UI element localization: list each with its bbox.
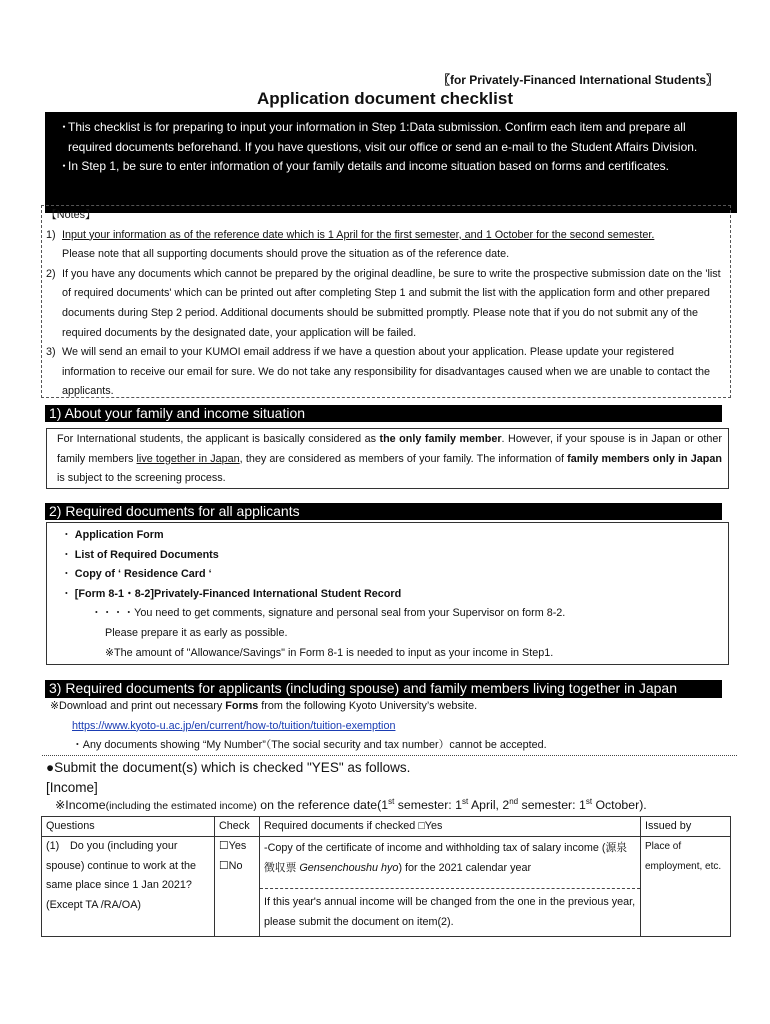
intro-line-2: In Step 1, be sure to enter information of your family details and income situation based on forms and certificates. <box>68 159 669 174</box>
question-text: (1) Do you (including your spouse) continue to work at the same place since 1 Jan 2021? <box>46 840 197 892</box>
section-1-heading: 1) About your family and income situation <box>45 405 722 422</box>
notes-box: 【Notes】 1) Input your information as of the reference date which is 1 April for the first semester, and 1 October for the second semester. Please note that all supporting documents should prove the situation as of the reference date. 2) If you have any documents which cannot be prepared by the original deadline, be sure to write the prospective submission date on the 'list of required documents' which can be printed out after completing Step 1 and submit the list with the application form and other prepared documents during Step 2 period. Additional documents should be submitted promptly. Please note that if you do not submit any of the required documents by the designated date, your application will be failed. 3) We will send an email to your KUMOI email address if we have a question about your application. Please update your registered information to receive our email for sure. We do not take any responsibility for disadvantages caused when we are unable to contact the applicants. <box>41 205 731 398</box>
audience-label: 〖for Privately-Financed International Students〗 <box>437 73 718 87</box>
section-2-heading: 2) Required documents for all applicants <box>45 503 722 520</box>
required-doc: -Copy of the certificate of income and withholding tax of salary income (源泉徴収票 Gensenchoushu hyo) for the 2021 calendar year <box>260 837 640 889</box>
doc-item: ・ List of Required Documents <box>61 548 219 561</box>
income-note: ※Income(including the estimated income) on the reference date(1st semester: 1st April, 2nd semester: 1st October). <box>55 797 647 813</box>
divider <box>42 755 737 756</box>
check-yes[interactable]: ☐Yes <box>219 840 247 852</box>
doc-item: ・ [Form 8-1・8-2]Privately-Financed International Student Record <box>61 587 402 600</box>
doc-sub-3: ※The amount of "Allowance/Savings" in Form 8-1 is needed to input as your income in Step1. <box>105 646 554 659</box>
intro-box: ・ This checklist is for preparing to input your information in Step 1:Data submission. Confirm each item and prepare all required documents beforehand. If you have questions, visit our office or send an e-mail to the Student Affairs Division. ・ In Step 1, be sure to enter information of your family details and income situation based on forms and certificates. <box>45 112 737 213</box>
income-label: [Income] <box>46 780 98 795</box>
doc-sub-2: Please prepare it as early as possible. <box>105 626 288 639</box>
check-no[interactable]: ☐No <box>219 859 243 872</box>
doc-sub-1: ・・・・You need to get comments, signature and personal seal from your Supervisor on form 8-2. <box>91 607 566 620</box>
required-doc-note: If this year's annual income will be changed from the one in the previous year, please submit the document on item(2). <box>264 896 636 928</box>
note-1-text: Please note that all supporting documents should prove the situation as of the reference date. <box>62 248 510 261</box>
col-questions: Questions <box>42 817 215 837</box>
question-note: (Except TA /RA/OA) <box>46 898 141 911</box>
income-table <box>41 816 731 937</box>
forms-link[interactable]: https://www.kyoto-u.ac.jp/en/current/how-to/tuition/tuition-exemption <box>72 719 396 732</box>
intro-line-1: This checklist is for preparing to input your information in Step 1:Data submission. Confirm each item and prepare all required documents beforehand. If you have questions, visit our office or send an e-mail to the Student Affairs Division. <box>68 120 698 154</box>
doc-item: ・ Copy of ‘ Residence Card ‘ <box>61 568 212 581</box>
section-1-box: For International students, the applicant is basically considered as the only family member. However, if your spouse is in Japan or other family members live together in Japan, they are considered as members of your family. The information of family members only in Japan is subject to the screening process. <box>46 428 729 489</box>
col-check: Check <box>215 817 260 837</box>
issued-by: Place of employment, etc. <box>641 837 731 937</box>
doc-item: ・ Application Form <box>61 529 164 541</box>
col-issued-by: Issued by <box>641 817 731 837</box>
section-3-heading: 3) Required documents for applicants (including spouse) and family members living together in Japan <box>45 680 722 698</box>
section-3-body: ※Download and print out necessary Forms from the following Kyoto University’s website. https://www.kyoto-u.ac.jp/en/current/how-to/tuition/tuition-exemption ・Any documents showing “My Number”（The social security and tax number）cannot be accepted. <box>46 697 746 756</box>
note-3-text: We will send an email to your KUMOI email address if we have a question about your application. Please update your registered information to receive our email for sure. We do not take any responsibility for disadvantages caused when we are unable to contact the applicants. <box>62 346 710 398</box>
col-required-docs: Required documents if checked □Yes <box>260 817 641 837</box>
table-row <box>42 837 731 937</box>
page-title: Application document checklist <box>257 89 513 108</box>
note-1-emphasis: Input your information as of the reference date which is 1 April for the first semester, and 1 October for the second semester. <box>62 228 655 241</box>
mynumber-note: ・Any documents showing “My Number”（The social security and tax number）cannot be accepted. <box>72 739 547 752</box>
submit-instruction: ●Submit the document(s) which is checked "YES" as follows. [Income] <box>46 758 410 798</box>
note-2-text: If you have any documents which cannot be prepared by the original deadline, be sure to write the prospective submission date on the 'list of required documents' which can be printed out after completing Step 1 and submit the list with the application form and other prepared documents during Step 2 period. Additional documents should be submitted promptly. Please note that if you do not submit any of the required documents by the designated date, your application will be failed. <box>62 267 721 339</box>
section-2-box <box>46 522 729 665</box>
notes-heading: 【Notes】 <box>46 209 96 221</box>
